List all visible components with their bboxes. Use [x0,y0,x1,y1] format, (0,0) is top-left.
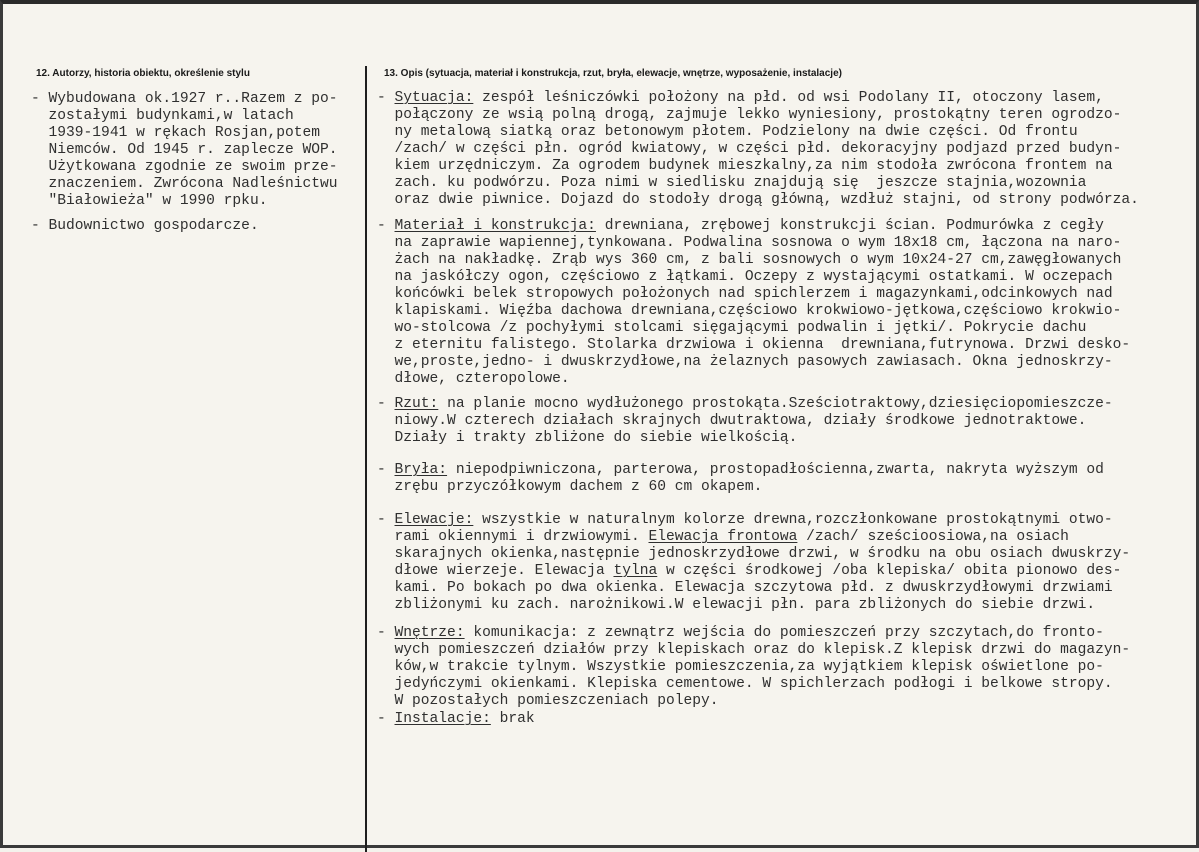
rzut-line: niowy.W czterech działach skrajnych dwutraktowa, działy środkowe jednotraktowe. [377,413,1087,429]
wnetrze-line: wych pomieszczeń działów przy klepiskach oraz do klepisk.Z klepisk drzwi do magazyn- [377,642,1131,658]
material-line: wo-stolcowa /z pochyłymi stolcami sięgającymi podwalin i jętki/. Pokrycie dachu [377,320,1087,336]
material-first-line: - Materiał i konstrukcja: drewniana, zrębowej konstrukcji ścian. Podmurówka z cegły [377,218,1104,234]
sytuacja-line: połączony ze wsią polną drogą, zajmuje lekko wyniesiony, prostokątny teren ogrodzo- [377,107,1122,123]
elewacje-line: zbliżonymi ku zach. narożnikowi.W elewacji płn. para zbliżonych do siebie drzwi. [377,597,1096,613]
wnetrze-label: Wnętrze: [394,625,465,641]
style-line: - Budownictwo gospodarcze. [31,218,259,234]
section-13-header: 13. Opis (sytuacja, materiał i konstrukcja, rzut, bryła, elewacje, wnętrze, wyposażenie, instalacje) [384,68,842,79]
bryla-first-line: - Bryła: niepodpiwniczona, parterowa, prostopadłościenna,zwarta, nakryta wyższym od [377,462,1104,478]
wnetrze-line: W pozostałych pomieszczeniach polepy. [377,693,719,709]
material-line: z eternitu falistego. Stolarka drzwiowa i okienna drewniana,futrynowa. Drzwi desko- [377,337,1131,353]
rzut-line: Działy i trakty zbliżone do siebie wielkością. [377,430,798,446]
instalacje-line: - Instalacje: brak [377,711,535,727]
material-line: dłowe, czteropolowe. [377,371,570,387]
wnetrze-line: jedyńczymi okienkami. Klepiska cementowe. W spichlerzach podłogi i belkowe stropy. [377,676,1113,692]
history-line: - Wybudowana ok.1927 r..Razem z po- [31,91,338,107]
elewacje-line: rami okiennymi i drzwiowymi. Elewacja frontowa /zach/ sześcioosiowa,na osiach [377,529,1069,545]
column-divider [365,66,367,852]
instalacje-label: Instalacje: [394,711,491,727]
elewacje-first-line: - Elewacje: wszystkie w naturalnym kolorze drewna,rozczłonkowane prostokątnymi otwo- [377,512,1113,528]
elewacje-line: skarajnych okienka,następnie jednoskrzydłowe drzwi, w środku na obu osiach dwuskrzy- [377,546,1131,562]
sytuacja-line: oraz dwie piwnice. Dojazd do stodoły drogą główną, wzdłuż stajni, od strony podwórza. [377,192,1139,208]
bryla-line: zrębu przyczółkowym dachem z 60 cm okapem. [377,479,763,495]
sytuacja-line: ny metalową siatką oraz betonowym płotem. Podzielony na dwie części. Od frontu [377,124,1078,140]
material-line: żach na nakładkę. Zrąb wys 360 cm, z bali sosnowych o wym 10x24-27 cm,zawęgłowanych [377,252,1122,268]
rzut-first-line: - Rzut: na planie mocno wydłużonego prostokąta.Sześciotraktowy,dziesięciopomieszcze- [377,396,1113,412]
bryla-label: Bryła: [394,462,448,478]
history-line: Użytkowana zgodnie ze swoim prze- [31,159,338,175]
wnetrze-first-line: - Wnętrze: komunikacja: z zewnątrz wejścia do pomieszczeń przy szczytach,do fronto- [377,625,1104,641]
section-12-header: 12. Autorzy, historia obiektu, określenie stylu [36,68,250,79]
sytuacja-label: Sytuacja: [394,90,474,106]
sytuacja-line: /zach/ w części płn. ogród kwiatowy, w części płd. dekoracyjny podjazd przed budyn- [377,141,1122,157]
history-line: znaczeniem. Zwrócona Nadleśnictwu [31,176,338,192]
elewacje-line: dłowe wierzeje. Elewacja tylna w części środkowej /oba klepiska/ obita pionowo des- [377,563,1122,579]
history-line: "Białowieża" w 1990 rpku. [31,193,268,209]
material-line: we,proste,jedno- i dwuskrzydłowe,na żelaznych pasowych zawiasach. Okna jednoskrzy- [377,354,1113,370]
elewacja-tylna-label: tylna [613,563,658,579]
sytuacja-first-line: - Sytuacja: zespół leśniczówki położony na płd. od wsi Podolany II, otoczony lasem, [377,90,1104,106]
material-line: na zaprawie wapiennej,tynkowana. Podwalina sosnowa o wym 18x18 cm, łączona na naro- [377,235,1122,251]
material-line: końcówki belek stropowych położonych nad spichlerzem i magazynkami,odcinkowych nad [377,286,1113,302]
elewacje-line: kami. Po bokach po dwa okienka. Elewacja szczytowa płd. z dwuskrzydłowymi drzwiami [377,580,1113,596]
elewacja-frontowa-label: Elewacja frontowa [648,529,798,545]
sytuacja-line: kiem urzędniczym. Za ogrodem budynek mieszkalny,za nim stodoła zwrócona frontem na [377,158,1113,174]
rzut-label: Rzut: [394,396,439,412]
wnetrze-line: ków,w trakcie tylnym. Wszystkie pomieszczenia,za wyjątkiem klepisk oświetlone po- [377,659,1104,675]
material-line: klapiskami. Więźba dachowa drewniana,częściowo krokwiowo-jętkowa,częściowo krokwio- [377,303,1122,319]
material-line: na jaskółczy ogon, częściowo z łątkami. Oczepy z wystającymi ostatkami. W oczepach [377,269,1113,285]
material-label: Materiał i konstrukcja: [394,218,596,234]
history-line: Niemców. Od 1945 r. zaplecze WOP. [31,142,338,158]
elewacje-label: Elewacje: [394,512,474,528]
history-line: 1939-1941 w rękach Rosjan,potem [31,125,321,141]
sytuacja-line: zach. ku podwórzu. Poza nimi w siedlisku znajdują się jeszcze stajnia,wozownia [377,175,1087,191]
history-line: zostałymi budynkami,w latach [31,108,294,124]
